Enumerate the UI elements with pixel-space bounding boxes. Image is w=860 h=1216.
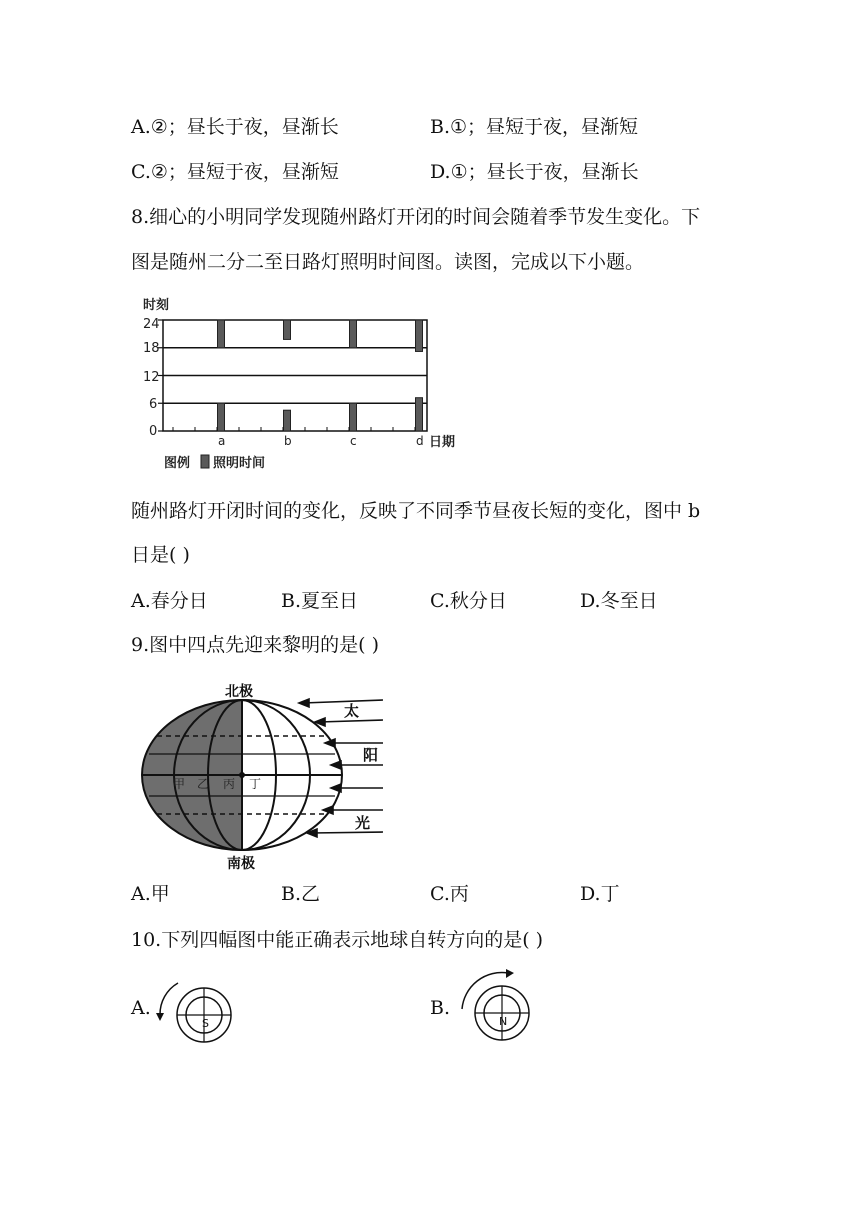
x-tick-b: b (284, 434, 292, 448)
bar-morning-c (350, 403, 357, 431)
rotation-arrow-a (160, 983, 178, 1015)
y-tick-0: 0 (149, 424, 158, 439)
south-pole-label: 南极 (227, 856, 255, 870)
point-jia: 甲 (173, 777, 186, 791)
bar-morning-d (416, 398, 423, 431)
sun-char-3: 光 (355, 814, 371, 832)
chart-x-ticks (173, 427, 424, 448)
point-marker (239, 772, 245, 778)
q8-stem-line2: 图是随州二分二至日路灯照明时间图。读图，完成以下小题。 (131, 251, 645, 273)
q7-option-b: B.①；昼短于夜，昼渐短 (430, 116, 639, 138)
q7-option-d: D.①；昼长于夜，昼渐长 (430, 161, 639, 183)
x-tick-a: a (218, 434, 226, 448)
q8-option-c: C.秋分日 (430, 590, 507, 612)
q8-stem-line1: 8.细心的小明同学发现随州路灯开闭的时间会随着季节发生变化。下 (131, 206, 701, 228)
y-tick-12: 12 (143, 370, 160, 385)
bar-evening-a (218, 320, 225, 348)
q10-figure-b (450, 965, 540, 1045)
rotation-arrow-b (462, 973, 508, 1009)
q10-stem: 10.下列四幅图中能正确表示地球自转方向的是( ) (131, 929, 544, 951)
chart-frame (158, 320, 427, 431)
chart-legend-title: 图例 (164, 456, 191, 471)
bar-evening-b (284, 320, 291, 339)
point-yi: 乙 (197, 777, 210, 791)
x-tick-c: c (350, 434, 357, 448)
street-light-chart (131, 293, 471, 473)
q7-option-a: A.②；昼长于夜，昼渐长 (131, 116, 339, 138)
q10-figure-a (150, 975, 240, 1055)
q9-stem: 9.图中四点先迎来黎明的是( ) (131, 634, 379, 656)
point-bing: 丙 (223, 777, 236, 791)
globe-diagram (131, 670, 401, 870)
bar-evening-c (350, 320, 357, 348)
q8-option-d: D.冬至日 (580, 590, 658, 612)
sun-char-1: 太 (344, 702, 360, 720)
y-tick-24: 24 (143, 317, 160, 332)
point-ding: 丁 (249, 777, 262, 791)
q8-sub-line1: 随州路灯开闭时间的变化，反映了不同季节昼夜长短的变化，图中 b (131, 500, 701, 522)
q9-option-c: C.丙 (430, 883, 469, 905)
q8-option-b: B.夏至日 (281, 590, 359, 612)
y-tick-labels (143, 317, 160, 439)
q8-sub-line2: 日是( ) (131, 544, 190, 566)
q7-option-c: C.②；昼短于夜，昼渐短 (131, 161, 339, 183)
q10-option-a-label: A. (131, 997, 151, 1019)
north-pole-label: 北极 (225, 684, 253, 700)
pole-label-a: S (202, 1017, 209, 1030)
q9-option-b: B.乙 (281, 883, 321, 905)
q10-option-b-label: B. (430, 997, 451, 1019)
bar-morning-b (284, 410, 291, 431)
legend-swatch (201, 455, 209, 468)
y-tick-6: 6 (149, 397, 158, 412)
q8-option-a: A.春分日 (131, 590, 208, 612)
pole-label-b: N (499, 1015, 508, 1028)
x-tick-d: d (416, 434, 424, 448)
arrow-head-a (156, 1013, 164, 1021)
bar-morning-a (218, 403, 225, 431)
chart-xlabel: 日期 (429, 435, 456, 450)
q9-option-a: A.甲 (131, 883, 170, 905)
arrow-head-b (506, 969, 514, 978)
chart-legend-item: 照明时间 (213, 456, 266, 471)
sun-char-2: 阳 (363, 746, 379, 764)
q9-option-d: D.丁 (580, 883, 620, 905)
chart-ylabel: 时刻 (143, 298, 170, 313)
bar-evening-d (416, 320, 423, 351)
y-tick-18: 18 (143, 341, 160, 356)
